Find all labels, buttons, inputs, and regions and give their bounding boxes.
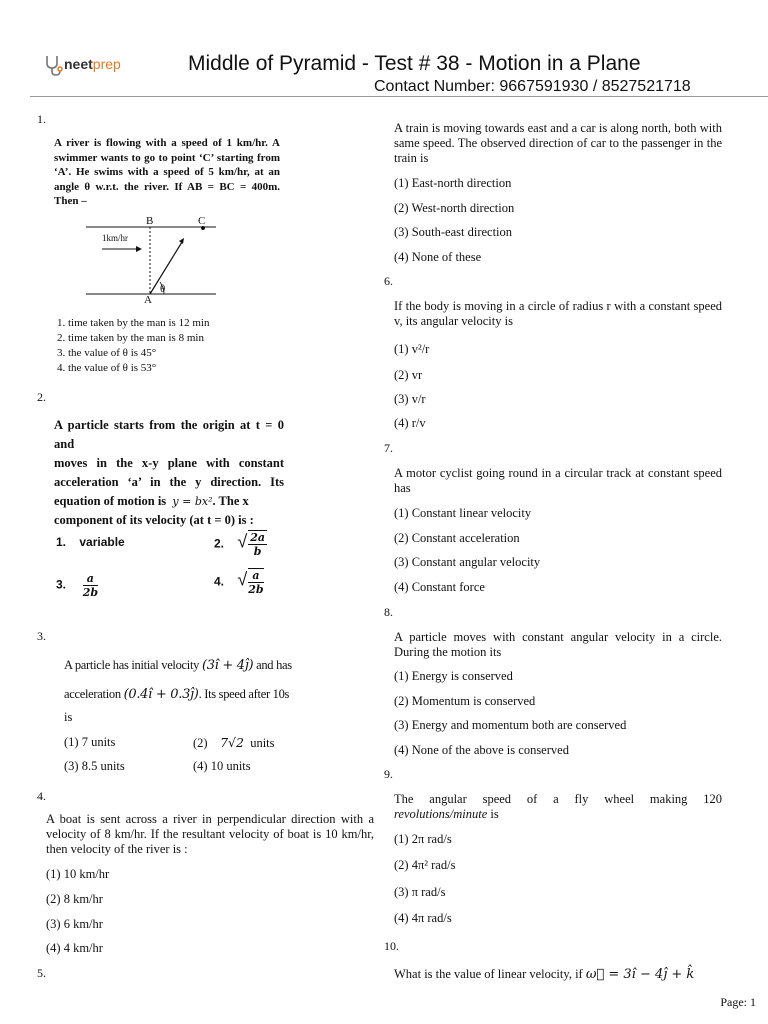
q3-line-3: is bbox=[64, 710, 73, 724]
q3-line-2 bbox=[64, 687, 334, 702]
q5-option-1: (1) East-north direction bbox=[394, 176, 512, 190]
q2-opt3-frac-den: 2b bbox=[82, 586, 99, 599]
q10-text-a: What is the value of linear velocity, if bbox=[394, 967, 583, 981]
q8-option-2: (2) Momentum is conserved bbox=[394, 694, 536, 708]
q9-text-c: is bbox=[490, 807, 499, 821]
q4-option-3: (3) 6 km/hr bbox=[46, 917, 103, 931]
q5-option-2: (2) West-north direction bbox=[394, 201, 515, 215]
q2-line-2: moves in the x-y plane with constant bbox=[54, 456, 284, 470]
q2-opt1-text: variable bbox=[79, 535, 125, 549]
q1-option-1: 1. time taken by the man is 12 min bbox=[57, 317, 210, 329]
q8-option-4: (4) None of the above is conserved bbox=[394, 743, 569, 757]
q6-option-2: (2) vr bbox=[394, 368, 423, 382]
q2-opt3-frac bbox=[83, 572, 98, 599]
neetprep-logo bbox=[44, 54, 121, 76]
q9-text bbox=[394, 792, 722, 822]
q7-option-4: (4) Constant force bbox=[394, 580, 485, 594]
q2-line-5: component of its velocity (at t = 0) is : bbox=[54, 513, 254, 527]
q2-opt4-frac bbox=[248, 569, 263, 596]
q1-option-2: 2. time taken by the man is 8 min bbox=[57, 332, 204, 344]
q7-text: A motor cyclist going round in a circular track at constant speed has bbox=[394, 466, 722, 495]
q2-number: 2. bbox=[37, 390, 46, 404]
q1-options bbox=[57, 316, 209, 376]
q3-opt2-unit: units bbox=[250, 736, 275, 750]
q2-option-2: 2. √ $\frac{2a}{b}$ bbox=[214, 531, 266, 558]
q3-velocity: (3î + 4ĵ) bbox=[201, 658, 254, 673]
q2-text bbox=[54, 416, 284, 530]
q5-option-4: (4) None of these bbox=[394, 250, 482, 264]
q4-text: A boat is sent across a river in perpendicular direction with a velocity of 8 km/hr. If the resultant velocity of boat is 10 km/hr, then velocity of the river is : bbox=[46, 812, 374, 856]
q2-line-4-b: . The x bbox=[212, 494, 249, 508]
q1-label-c: C bbox=[198, 215, 206, 227]
q5-option-3: (3) South-east direction bbox=[394, 225, 513, 239]
q5-number: 5. bbox=[37, 966, 46, 980]
header-divider bbox=[30, 96, 768, 97]
page-number: Page: 1 bbox=[720, 995, 756, 1009]
q2-opt2-frac-den: b bbox=[253, 545, 262, 558]
q6-option-3: (3) v/r bbox=[394, 392, 426, 406]
q3-acceleration: (0.4î + 0.3ĵ) bbox=[123, 687, 199, 702]
q2-option-4: 4. √ $\frac{a}{2b}$ bbox=[214, 569, 264, 596]
q7-option-2: (2) Constant acceleration bbox=[394, 531, 520, 545]
q9-text-a: The angular speed of a fly wheel making 120 bbox=[394, 792, 722, 806]
q3-line-2-a: acceleration bbox=[64, 687, 121, 701]
q3-option-3: (3) 8.5 units bbox=[64, 759, 125, 773]
q4-option-4: (4) 4 km/hr bbox=[46, 941, 103, 955]
q3-line-2-b: . Its speed after 10s bbox=[198, 687, 290, 701]
q8-option-1: (1) Energy is conserved bbox=[394, 669, 513, 683]
q2-opt4-num: 4. bbox=[214, 574, 225, 589]
q4-option-1: (1) 10 km/hr bbox=[46, 867, 110, 881]
q8-option-3: (3) Energy and momentum both are conserved bbox=[394, 718, 627, 732]
q3-opt2-num: (2) bbox=[193, 736, 208, 750]
q10-equation: ω⃗ = 3î − 4ĵ + k̂ bbox=[585, 967, 695, 982]
q7-option-1: (1) Constant linear velocity bbox=[394, 506, 532, 520]
q2-opt3-num: 3. bbox=[56, 577, 67, 592]
q4-number: 4. bbox=[37, 789, 46, 803]
q7-number: 7. bbox=[384, 441, 393, 455]
q4-option-2: (2) 8 km/hr bbox=[46, 892, 103, 906]
q3-line-1-b: and has bbox=[256, 658, 292, 672]
q2-opt1-num: 1. bbox=[56, 535, 67, 549]
q1-label-flow: 1km/hr bbox=[102, 233, 128, 243]
logo-neet-text: neet bbox=[64, 56, 93, 73]
q6-option-1: (1) v²/r bbox=[394, 342, 430, 356]
q6-number: 6. bbox=[384, 274, 393, 288]
q9-option-4: (4) 4π rad/s bbox=[394, 911, 452, 925]
q3-opt2-value: 7√2 bbox=[220, 735, 244, 750]
q3-line-1 bbox=[64, 658, 334, 673]
q2-opt2-frac-num: 2a bbox=[250, 531, 266, 544]
q1-text: A river is flowing with a speed of 1 km/hr. A swimmer wants to go to point ‘C’ starting from ‘A’. He swims with a speed of 5 km/hr, at an angle θ w.r.t. the river. If AB = BC = 400m. Then – bbox=[54, 137, 280, 207]
contact-number: Contact Number: 9667591930 / 8527521718 bbox=[374, 78, 691, 95]
q2-option-1 bbox=[56, 535, 125, 549]
q6-option-4: (4) r/v bbox=[394, 416, 426, 430]
q8-text: A particle moves with constant angular velocity in a circle. During the motion its bbox=[394, 630, 722, 659]
q2-opt4-frac-den: 2b bbox=[248, 583, 264, 596]
q10-text bbox=[394, 967, 694, 982]
q1-number: 1. bbox=[37, 112, 46, 126]
q1-option-4: 4. the value of θ is 53° bbox=[57, 362, 157, 374]
q2-option-3 bbox=[56, 572, 98, 599]
q2-opt2-frac bbox=[248, 531, 267, 558]
q3-number: 3. bbox=[37, 629, 46, 643]
q5-text: A train is moving towards east and a car is along north, both with same speed. The observed direction of car to the passenger in the train is bbox=[394, 121, 722, 165]
q1-label-theta: θ bbox=[160, 283, 166, 295]
q2-opt4-frac-num: a bbox=[248, 569, 263, 583]
q2-opt3-frac-num: a bbox=[83, 572, 98, 586]
q2-line-4-a: equation of motion is bbox=[54, 494, 167, 508]
q9-text-b: revolutions/minute bbox=[394, 807, 488, 821]
page-title: Middle of Pyramid - Test # 38 - Motion in a Plane bbox=[188, 52, 641, 75]
q1-label-a: A bbox=[144, 294, 152, 306]
q9-option-2: (2) 4π² rad/s bbox=[394, 858, 456, 872]
q9-option-3: (3) π rad/s bbox=[394, 885, 446, 899]
q1-label-b: B bbox=[146, 215, 154, 227]
q8-number: 8. bbox=[384, 605, 393, 619]
q6-text: If the body is moving in a circle of radius r with a constant speed v, its angular velocity is bbox=[394, 299, 722, 328]
q2-line-1: A particle starts from the origin at t = 0 and bbox=[54, 418, 284, 451]
q1-option-3: 3. the value of θ is 45° bbox=[57, 347, 157, 359]
stethoscope-icon bbox=[44, 54, 64, 76]
q9-number: 9. bbox=[384, 767, 393, 781]
q3-option-4: (4) 10 units bbox=[193, 759, 251, 773]
q2-line-3: acceleration ‘a’ in the y direction. Its bbox=[54, 475, 284, 489]
logo-prep-text: prep bbox=[92, 56, 121, 73]
q2-opt2-num: 2. bbox=[214, 536, 225, 551]
q3-line-1-a: A particle has initial velocity bbox=[64, 658, 200, 672]
q3-option-1: (1) 7 units bbox=[64, 735, 116, 749]
q10-number: 10. bbox=[384, 939, 399, 953]
q2-line-4 bbox=[54, 492, 284, 511]
q9-option-1: (1) 2π rad/s bbox=[394, 832, 452, 846]
q7-option-3: (3) Constant angular velocity bbox=[394, 555, 541, 569]
q3-option-2 bbox=[193, 735, 275, 751]
q2-equation: y = bx² bbox=[172, 495, 213, 508]
